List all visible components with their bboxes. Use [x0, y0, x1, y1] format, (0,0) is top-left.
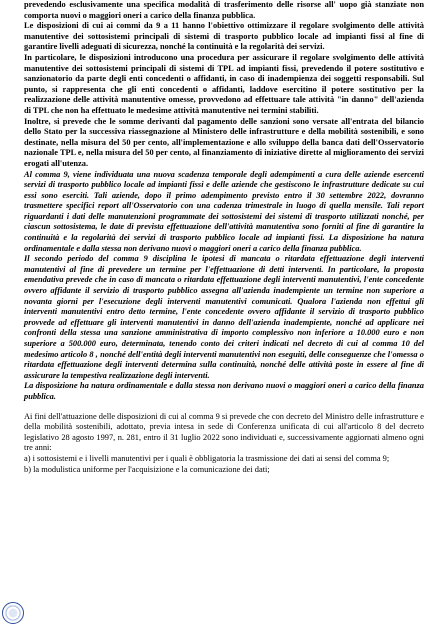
paragraph-no-new-charges: La disposizione ha natura ordinamentale e dalla stessa non derivano nuovi o maggiori oneri a carico della finanza pubblica.	[24, 381, 424, 401]
list-item: a) i sottosistemi e i livelli manutentivi per i quali è obbligatoria la trasmissione dei dati ai sensi del comma 9;	[24, 453, 390, 463]
paragraph-commi-9-11-objective: Le disposizioni di cui ai commi da 9 a 11 hanno l'obiettivo ottimizzare il regolare svolgimento delle attività manutentive dei sottosistemi principali di sistemi di trasporto pubblico locale ad impianti fissi al fine di garantire livelli adeguati di sicurezza, nonché la continuità e la regolarità dei servizi.	[24, 21, 424, 52]
official-seal-icon	[2, 602, 24, 624]
spacer	[24, 403, 424, 412]
paragraph-comma-9-deadline: Al comma 9, viene individuata una nuova scadenza temporale degli adempimenti a cura delle aziende esercenti servizi di trasporto pubblico locale ad impianti fissi e delle aziende che gestiscono le infrastrutture dedicate su cui essi sono eserciti. Tali aziende, dopo il primo adempimento previsto entro il 30 settembre 2022, dovranno trasmettere specifici report all'Osservatorio con una cadenza trimestrale in luogo di quella mensile. Tali report riguardanti i dati delle manutenzioni programmate dei sottosistemi dei sistemi di trasporto utilizzati nonché, per ciascun sottosistema, le date di prevista effettuazione dell'attività manutentiva sono forniti al fine di garantire la continuità e la regolarità dei servizi di trasporto pubblico locale ad impianti fissi. La disposizione ha natura ordinamentale e dalla stessa non derivano nuovi o maggiori oneri a carico della finanza pubblica.	[24, 169, 424, 253]
paragraph-comma-9-second-period: Il secondo periodo del comma 9 disciplina le ipotesi di mancata o ritardata effettuazione degli interventi manutentivi al fine di prevedere un termine per l'effettuazione di detti interventi. In particolare, la proposta emendativa prevede che in caso di mancata o ritardata effettuazione degli interventi manutentivi, l'ente concedente ovvero affidante il servizio di trasporto pubblico assegna all'azienda inadempiente un termine non superiore a novanta giorni per l'esecuzione degli interventi manutentivi comunicati. Qualora l'azienda non effettui gli interventi manutentivi entro detto termine, l'ente concedente ovvero affidante il servizio di trasporto pubblico provvede ad effettuare gli interventi manutentivi in danno dell'azienda inadempiente, nonché ad applicare nei confronti della stessa una sanzione amministrativa di importo complessivo non inferiore a 10.000 euro e non superiore a 500.000 euro, determinata, tenendo conto dei criteri indicati nel decreto di cui al comma 10 del medesimo articolo 8 , nonché dell'entità degli interventi manutentivi non eseguiti, delle conseguenze che l'omessa o ritardata effettuazione degli interventi determina sulla continuità, nonché delle attività poste in essere al fine di assicurare la tempestiva realizzazione degli interventi.	[24, 254, 424, 380]
decree-list	[24, 454, 424, 475]
document-page	[24, 0, 424, 475]
paragraph-procedure: In particolare, le disposizioni introducono una procedura per assicurare il regolare svolgimento delle attività manutentive dei sottosistemi principali di sistemi di TPL ad impianti fissi, prevedendo il potere sostitutivo e sanzionatorio da parte degli enti concedenti o affidanti, in caso di inadempienza dei soggetti responsabili. Sul punto, si rappresenta che gli enti concedenti o affidanti, laddove esercitino il potere sostitutivo per la realizzazione delle attività manutentive omesse, provvedono ad effettuare tale attività "in danno" dell'azienda di TPL che non ha effettuato le medesime attività manutentive nei termini stabiliti.	[24, 52, 424, 115]
paragraph-decree-implementation: Ai fini dell'attuazione delle disposizioni di cui al comma 9 si prevede che con decreto del Ministro delle infrastrutture e della mobilità sostenibili, adottato, previa intesa in sede di Conferenza unificata di cui all'articolo 8 del decreto legislativo 28 agosto 1997, n. 281, entro il 31 luglio 2022 sono individuati e, successivamente aggiornati almeno ogni tre anni:	[24, 411, 424, 453]
paragraph-intro-fragment: prevedendo esclusivamente una specifica modalità di trasferimento delle risorse all' uopo già stanziate non comporta nuovi o maggiori oneri a carico della finanza pubblica.	[24, 0, 424, 20]
list-item: b) la modulistica uniforme per l'acquisizione e la comunicazione dei dati;	[24, 464, 270, 474]
paragraph-sanctions-destination: Inoltre, si prevede che le somme derivanti dal pagamento delle sanzioni sono versate all'entrata del bilancio dello Stato per la successiva riassegnazione al Ministero delle infrastrutture e della mobilità sostenibili, e sono destinate, nella misura del 50 per cento, all'implementazione e allo sviluppo della banca dati dell'Osservatorio nazionale TPL e, nella misura del 50 per cento, al finanziamento di iniziative dirette al miglioramento dei servizi erogati all'utenza.	[24, 116, 424, 168]
